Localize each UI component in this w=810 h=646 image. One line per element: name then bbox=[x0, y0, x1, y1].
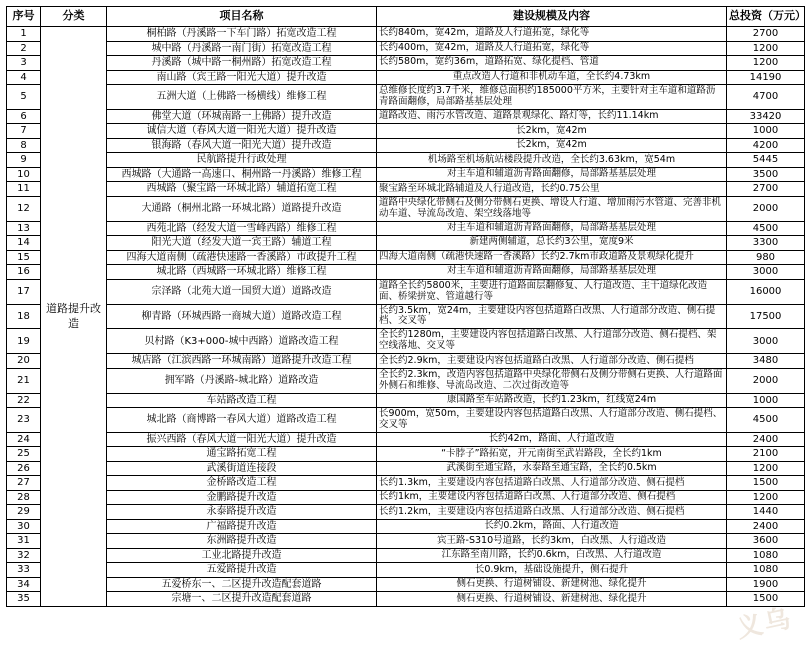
cell-description: 机场路至机场航站楼段提升改造，全长约3.63km，宽54m bbox=[377, 153, 727, 168]
cell-investment: 2100 bbox=[727, 447, 805, 462]
cell-no: 4 bbox=[7, 70, 41, 85]
cell-description: 江东路至南川路，长约0.6km，白改黑、人行道改造 bbox=[377, 548, 727, 563]
cell-project-name: 民航路提升行政处理 bbox=[107, 153, 377, 168]
cell-project-name: 西城路（聚宝路一环城北路）辅道拓宽工程 bbox=[107, 182, 377, 197]
cell-project-name: 永泰路提升改造 bbox=[107, 505, 377, 520]
cell-investment: 2400 bbox=[727, 432, 805, 447]
cell-project-name: 城北路（商博路一春风大道）道路改造工程 bbox=[107, 408, 377, 433]
cell-no: 19 bbox=[7, 329, 41, 354]
cell-no: 21 bbox=[7, 368, 41, 393]
cell-project-name: 通宝路拓宽工程 bbox=[107, 447, 377, 462]
cell-category: 道路提升改造 bbox=[41, 27, 107, 607]
cell-investment: 980 bbox=[727, 250, 805, 265]
table-row bbox=[7, 124, 805, 139]
table-row bbox=[7, 56, 805, 71]
cell-project-name: 丹溪路（城中路一桐州路）拓宽改造工程 bbox=[107, 56, 377, 71]
cell-investment: 1200 bbox=[727, 490, 805, 505]
cell-no: 27 bbox=[7, 476, 41, 491]
cell-no: 11 bbox=[7, 182, 41, 197]
cell-investment: 1440 bbox=[727, 505, 805, 520]
cell-no: 7 bbox=[7, 124, 41, 139]
cell-investment: 1080 bbox=[727, 563, 805, 578]
cell-description: 聚宝路至环城北路辅道及人行道改造，长约0.75公里 bbox=[377, 182, 727, 197]
column-header-desc: 建设规模及内容 bbox=[377, 7, 727, 27]
cell-project-name: 拥军路（丹溪路-城北路）道路改造 bbox=[107, 368, 377, 393]
cell-no: 22 bbox=[7, 393, 41, 408]
cell-no: 23 bbox=[7, 408, 41, 433]
cell-no: 13 bbox=[7, 221, 41, 236]
cell-description: 武溪街至通宝路，永泰路至通宝路，全长约0.5km bbox=[377, 461, 727, 476]
cell-project-name: 车站路改造工程 bbox=[107, 393, 377, 408]
cell-no: 10 bbox=[7, 167, 41, 182]
cell-description: 对主车道和辅道沥青路面翻修，局部路基基层处理 bbox=[377, 221, 727, 236]
cell-description: 对主车道和辅道沥青路面翻修，局部路基基层处理 bbox=[377, 265, 727, 280]
table-row bbox=[7, 577, 805, 592]
cell-no: 24 bbox=[7, 432, 41, 447]
cell-no: 25 bbox=[7, 447, 41, 462]
cell-project-name: 宗塘一、二区提升改造配套道路 bbox=[107, 592, 377, 607]
table-row bbox=[7, 329, 805, 354]
cell-description: 道路中央绿化带侧石及侧分带侧石更换、增设人行道、增加雨污水管道、完善非机动车道、导流岛改造、架空线落地等 bbox=[377, 196, 727, 221]
cell-project-name: 桐柏路（丹溪路一下车门路）拓宽改造工程 bbox=[107, 27, 377, 42]
table-row bbox=[7, 27, 805, 42]
cell-no: 32 bbox=[7, 548, 41, 563]
cell-no: 17 bbox=[7, 279, 41, 304]
cell-description: 侧石更换、行道树铺设、新建树池、绿化提升 bbox=[377, 577, 727, 592]
cell-description: 长0.9km，基础设施提升，侧石提升 bbox=[377, 563, 727, 578]
cell-project-name: 城店路（江滨西路一环城南路）道路提升改造工程 bbox=[107, 354, 377, 369]
cell-no: 14 bbox=[7, 236, 41, 251]
cell-description: 长约0.2km，路面、人行道改造 bbox=[377, 519, 727, 534]
column-header-no: 序号 bbox=[7, 7, 41, 27]
cell-investment: 1200 bbox=[727, 461, 805, 476]
cell-description: 新建两侧辅道，总长约3公里，宽度9米 bbox=[377, 236, 727, 251]
table-row bbox=[7, 109, 805, 124]
cell-no: 34 bbox=[7, 577, 41, 592]
cell-project-name: 振兴西路（春风大道一阳光大道）提升改造 bbox=[107, 432, 377, 447]
cell-description: 长900m，宽50m，主要建设内容包括道路白改黑、人行道部分改造、侧石提档、交叉等 bbox=[377, 408, 727, 433]
table-row bbox=[7, 279, 805, 304]
cell-no: 33 bbox=[7, 563, 41, 578]
cell-investment: 3000 bbox=[727, 329, 805, 354]
header-row bbox=[7, 7, 805, 27]
table-body bbox=[7, 27, 805, 607]
cell-project-name: 银海路（春风大道一阳光大道）提升改造 bbox=[107, 138, 377, 153]
cell-description: 长约580m，宽约36m，道路拓宽、绿化提档、管道 bbox=[377, 56, 727, 71]
cell-investment: 1080 bbox=[727, 548, 805, 563]
cell-project-name: 宗泽路（北苑大道一国贸大道）道路改造 bbox=[107, 279, 377, 304]
table-row bbox=[7, 304, 805, 329]
cell-no: 9 bbox=[7, 153, 41, 168]
column-header-category: 分类 bbox=[41, 7, 107, 27]
table-row bbox=[7, 563, 805, 578]
cell-no: 29 bbox=[7, 505, 41, 520]
cell-description: 长约3.5km，宽24m，主要建设内容包括道路白改黑、人行道部分改造、侧石提档、交叉等 bbox=[377, 304, 727, 329]
cell-no: 6 bbox=[7, 109, 41, 124]
cell-investment: 4200 bbox=[727, 138, 805, 153]
cell-description: 长2km，宽42m bbox=[377, 138, 727, 153]
cell-investment: 5445 bbox=[727, 153, 805, 168]
cell-project-name: 五爱桥东一、二区提升改造配套道路 bbox=[107, 577, 377, 592]
cell-project-name: 工业北路提升改造 bbox=[107, 548, 377, 563]
cell-description: 重点改造人行道和非机动车道，全长约4.73km bbox=[377, 70, 727, 85]
cell-project-name: 五爱路提升改造 bbox=[107, 563, 377, 578]
cell-description: 侧石更换、行道树铺设、新建树池、绿化提升 bbox=[377, 592, 727, 607]
table-row bbox=[7, 548, 805, 563]
cell-project-name: 广福路提升改造 bbox=[107, 519, 377, 534]
table-row bbox=[7, 490, 805, 505]
cell-investment: 1900 bbox=[727, 577, 805, 592]
table-row bbox=[7, 476, 805, 491]
cell-no: 15 bbox=[7, 250, 41, 265]
table-row bbox=[7, 265, 805, 280]
cell-description: “卡脖子”路拓宽，开元南街至武岩路段，全长约1km bbox=[377, 447, 727, 462]
cell-investment: 17500 bbox=[727, 304, 805, 329]
cell-description: 宾王路-S310号道路，长约3km，白改黑、人行道改造 bbox=[377, 534, 727, 549]
table-row bbox=[7, 447, 805, 462]
cell-investment: 16000 bbox=[727, 279, 805, 304]
cell-investment: 2000 bbox=[727, 196, 805, 221]
cell-no: 16 bbox=[7, 265, 41, 280]
table-row bbox=[7, 592, 805, 607]
table-row bbox=[7, 182, 805, 197]
table-header bbox=[7, 7, 805, 27]
cell-investment: 33420 bbox=[727, 109, 805, 124]
cell-no: 26 bbox=[7, 461, 41, 476]
table-row bbox=[7, 505, 805, 520]
cell-no: 30 bbox=[7, 519, 41, 534]
table-row bbox=[7, 196, 805, 221]
table-row bbox=[7, 221, 805, 236]
cell-investment: 3300 bbox=[727, 236, 805, 251]
cell-description: 长约1km，主要建设内容包括道路白改黑、人行道部分改造、侧石提档 bbox=[377, 490, 727, 505]
cell-no: 5 bbox=[7, 85, 41, 110]
cell-project-name: 东洲路提升改造 bbox=[107, 534, 377, 549]
column-header-investment: 总投资（万元） bbox=[727, 7, 805, 27]
projects-table bbox=[6, 6, 805, 607]
cell-no: 2 bbox=[7, 41, 41, 56]
cell-investment: 1500 bbox=[727, 476, 805, 491]
table-row bbox=[7, 408, 805, 433]
cell-investment: 2000 bbox=[727, 368, 805, 393]
cell-project-name: 西城路（大通路一高速口、桐州路一丹溪路）维修工程 bbox=[107, 167, 377, 182]
cell-description: 全长约2.3km，改造内容包括道路中央绿化带侧石及侧分带侧石更换、人行道路面外侧石和维修、导流岛改造、二次过街改造等 bbox=[377, 368, 727, 393]
table-row bbox=[7, 167, 805, 182]
cell-no: 35 bbox=[7, 592, 41, 607]
cell-description: 全长约2.9km，主要建设内容包括道路白改黑、人行道部分改造、侧石提档 bbox=[377, 354, 727, 369]
cell-description: 长约1.3km，主要建设内容包括道路白改黑、人行道部分改造、侧石提档 bbox=[377, 476, 727, 491]
cell-project-name: 城北路（西城路一环城北路）维修工程 bbox=[107, 265, 377, 280]
cell-investment: 1200 bbox=[727, 41, 805, 56]
cell-project-name: 金桥路改造工程 bbox=[107, 476, 377, 491]
table-row bbox=[7, 534, 805, 549]
cell-investment: 2400 bbox=[727, 519, 805, 534]
cell-investment: 1000 bbox=[727, 393, 805, 408]
cell-description: 对主车道和辅道沥青路面翻修，局部路基基层处理 bbox=[377, 167, 727, 182]
cell-investment: 3500 bbox=[727, 167, 805, 182]
cell-description: 全长约1280m，主要建设内容包括道路白改黑、人行道部分改造、侧石提档、架空线落地、交叉等 bbox=[377, 329, 727, 354]
cell-no: 12 bbox=[7, 196, 41, 221]
cell-no: 3 bbox=[7, 56, 41, 71]
cell-no: 1 bbox=[7, 27, 41, 42]
cell-investment: 4700 bbox=[727, 85, 805, 110]
cell-no: 8 bbox=[7, 138, 41, 153]
cell-description: 道路全长约5800米，主要进行道路面层翻修复、人行道改造、主干道绿化改造面、桥梁拼宽、管道越行等 bbox=[377, 279, 727, 304]
cell-no: 31 bbox=[7, 534, 41, 549]
table-row bbox=[7, 432, 805, 447]
cell-investment: 14190 bbox=[727, 70, 805, 85]
cell-project-name: 五洲大道（上佛路一杨横线）维修工程 bbox=[107, 85, 377, 110]
table-row bbox=[7, 138, 805, 153]
table-row bbox=[7, 368, 805, 393]
cell-investment: 4500 bbox=[727, 408, 805, 433]
cell-description: 四海大道南侧（疏港快速路一香溪路）长约2.7km市政道路及景观绿化提升 bbox=[377, 250, 727, 265]
cell-description: 长约400m，宽42m，道路及人行道拓宽，绿化等 bbox=[377, 41, 727, 56]
cell-no: 18 bbox=[7, 304, 41, 329]
cell-project-name: 城中路（丹溪路一南门街）拓宽改造工程 bbox=[107, 41, 377, 56]
watermark: 义乌 bbox=[733, 603, 796, 645]
table-row bbox=[7, 70, 805, 85]
cell-investment: 4500 bbox=[727, 221, 805, 236]
cell-project-name: 柳青路（环城西路一商城大道）道路改造工程 bbox=[107, 304, 377, 329]
cell-project-name: 诚信大道（春风大道一阳光大道）提升改造 bbox=[107, 124, 377, 139]
cell-description: 总维修长度约3.7千米，维修总面积约185000平方米，主要针对主车道和道路沥青路面翻修，局部路基基层处理 bbox=[377, 85, 727, 110]
cell-no: 20 bbox=[7, 354, 41, 369]
cell-project-name: 西苑北路（经发大道一雪峰西路）维修工程 bbox=[107, 221, 377, 236]
cell-description: 长约42m，路面、人行道改造 bbox=[377, 432, 727, 447]
cell-no: 28 bbox=[7, 490, 41, 505]
table-row bbox=[7, 41, 805, 56]
cell-investment: 1000 bbox=[727, 124, 805, 139]
cell-investment: 1500 bbox=[727, 592, 805, 607]
cell-investment: 3480 bbox=[727, 354, 805, 369]
column-header-name: 项目名称 bbox=[107, 7, 377, 27]
cell-description: 长2km，宽42m bbox=[377, 124, 727, 139]
cell-project-name: 佛堂大道（环城南路一上佛路）提升改造 bbox=[107, 109, 377, 124]
table-row bbox=[7, 519, 805, 534]
cell-project-name: 四海大道南侧（疏港快速路一香溪路）市政提升工程 bbox=[107, 250, 377, 265]
cell-project-name: 贝村路（K3+000-城中西路）道路改造工程 bbox=[107, 329, 377, 354]
cell-project-name: 大通路（桐州北路一环城北路）道路提升改造 bbox=[107, 196, 377, 221]
cell-investment: 1200 bbox=[727, 56, 805, 71]
cell-investment: 3600 bbox=[727, 534, 805, 549]
cell-project-name: 南山路（宾王路一阳光大道）提升改造 bbox=[107, 70, 377, 85]
cell-project-name: 金鹏路提升改造 bbox=[107, 490, 377, 505]
table-row bbox=[7, 250, 805, 265]
cell-description: 长约1.2km，主要建设内容包括道路白改黑、人行道部分改造、侧石提档 bbox=[377, 505, 727, 520]
table-row bbox=[7, 236, 805, 251]
cell-investment: 3000 bbox=[727, 265, 805, 280]
cell-description: 康国路至车站路改造，长约1.23km，红线宽24m bbox=[377, 393, 727, 408]
table-row bbox=[7, 354, 805, 369]
table-row bbox=[7, 393, 805, 408]
table-row bbox=[7, 153, 805, 168]
cell-project-name: 武溪街道连接段 bbox=[107, 461, 377, 476]
table-row bbox=[7, 461, 805, 476]
cell-investment: 2700 bbox=[727, 182, 805, 197]
cell-project-name: 阳光大道（经发大道一宾王路）辅道工程 bbox=[107, 236, 377, 251]
table-row bbox=[7, 85, 805, 110]
cell-description: 道路改造、雨污水管改造、道路景观绿化、路灯等，长约11.14km bbox=[377, 109, 727, 124]
cell-description: 长约840m，宽42m，道路及人行道拓宽，绿化等 bbox=[377, 27, 727, 42]
cell-investment: 2700 bbox=[727, 27, 805, 42]
